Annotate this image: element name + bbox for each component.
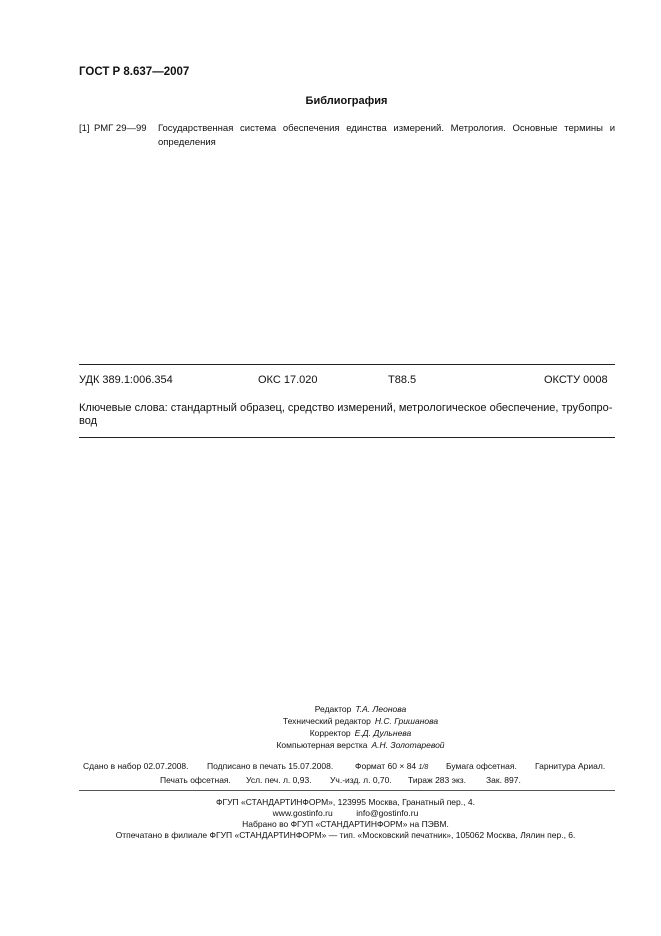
typeset-info: Набрано во ФГУП «СТАНДАРТИНФОРМ» на ПЭВМ. xyxy=(242,819,449,829)
keywords: Ключевые слова: стандартный образец, средство измерений, метрологическое обеспечение, трубопровод xyxy=(79,402,613,427)
bibliography-title: Библиография xyxy=(305,95,388,107)
uch-sheets: Уч.-изд. л. 0,70. xyxy=(330,775,392,785)
okstu-code: ОКСТУ 0008 xyxy=(544,374,608,386)
credit-tech-editor: Технический редактор Н.С. Гришанова xyxy=(282,716,439,726)
signed-date: Подписано в печать 15.07.2008. xyxy=(207,761,334,771)
print-type: Печать офсетная. xyxy=(160,775,231,785)
publisher-address: ФГУП «СТАНДАРТИНФОРМ», 123995 Москва, Гранатный пер., 4. xyxy=(216,797,475,807)
format: Формат 60 × 84 1/8 xyxy=(355,761,429,771)
order-number: Зак. 897. xyxy=(486,775,521,785)
entry-number: [1] xyxy=(79,123,90,134)
credit-editor: Редактор Т.А. Леонова xyxy=(314,704,407,714)
sent-date: Сдано в набор 02.07.2008. xyxy=(83,761,189,771)
t-code: Т88.5 xyxy=(388,374,417,386)
publisher-block xyxy=(0,797,661,841)
circulation: Тираж 283 экз. xyxy=(408,775,467,785)
udk-code: УДК 389.1:006.354 xyxy=(79,374,173,386)
printed-info: Отпечатано в филиале ФГУП «СТАНДАРТИНФОРМ» — тип. «Московский печатник», 105062 Москва, Лялин пер., 6. xyxy=(115,830,576,840)
font-info: Гарнитура Ариал. xyxy=(535,761,606,771)
usl-sheets: Усл. печ. л. 0,93. xyxy=(246,775,312,785)
format-fraction: 1/8 xyxy=(418,764,429,771)
divider-bottom xyxy=(79,437,615,438)
paper: Бумага офсетная. xyxy=(446,761,517,771)
entry-text: Государственная система обеспечения единства измерений. Метрология. Основные термины и определения xyxy=(158,123,615,148)
publisher-web: www.gostinfo.ru info@gostinfo.ru xyxy=(272,808,419,818)
divider-top xyxy=(79,364,615,365)
divider-publisher xyxy=(79,790,615,791)
document-code: ГОСТ Р 8.637—2007 xyxy=(79,66,190,78)
credit-proofreader: Корректор Е.Д. Дульнева xyxy=(309,728,412,738)
credits-block xyxy=(0,703,661,751)
oks-code: ОКС 17.020 xyxy=(258,374,318,386)
credit-layout: Компьютерная верстка А.Н. Золотаревой xyxy=(276,740,445,750)
entry-code: РМГ 29—99 xyxy=(94,123,147,134)
